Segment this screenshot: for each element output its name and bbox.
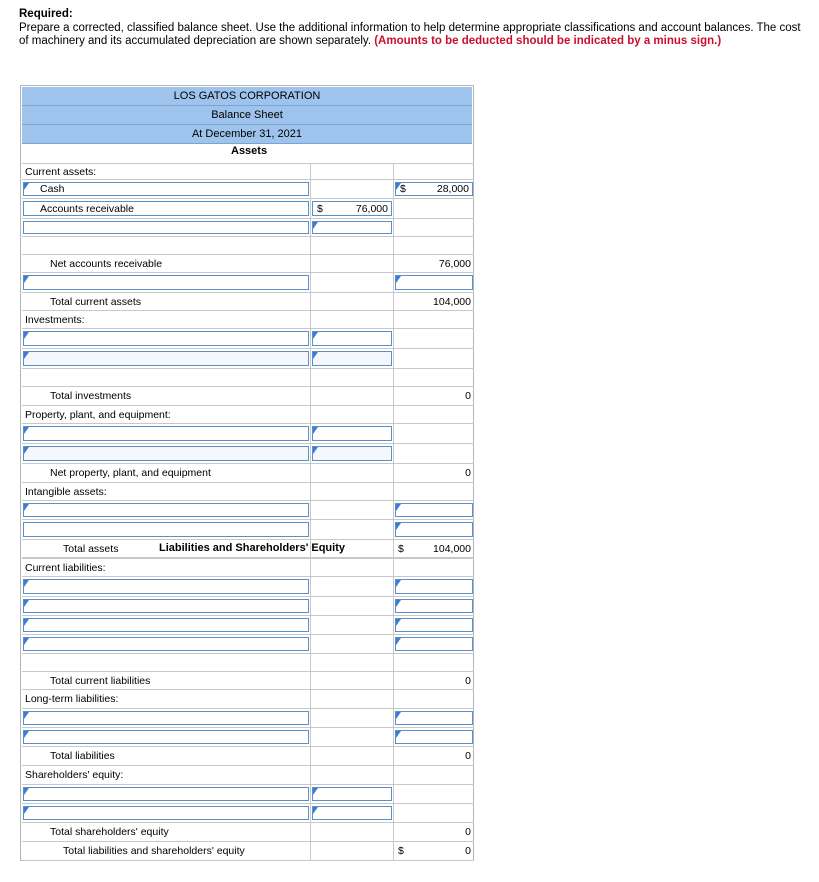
blank-row	[21, 369, 475, 387]
total-current-liabilities-total: 0	[465, 674, 471, 687]
input-flag-icon	[24, 619, 29, 626]
lt-liability-total-input-2[interactable]	[395, 730, 473, 744]
intangible-input-row	[21, 501, 475, 520]
intangible-label-input-2[interactable]	[23, 522, 309, 537]
ppe-amount-input-1[interactable]	[312, 426, 392, 441]
lt-liabilities-row	[21, 690, 475, 709]
required-heading: Required:	[19, 8, 73, 20]
input-flag-icon	[24, 276, 29, 283]
total-investments-total: 0	[465, 390, 471, 402]
input-flag-icon	[396, 712, 401, 719]
total-liabilities-equity-row	[21, 842, 475, 861]
shareholders-equity-label: Shareholders' equity:	[25, 769, 124, 781]
current-liability-label-input-1[interactable]	[23, 579, 309, 594]
net-ppe-label: Net property, plant, and equipment	[50, 467, 211, 479]
input-flag-icon	[396, 731, 401, 738]
investment-amount-input-2[interactable]	[312, 351, 392, 366]
cash-total: 28,000	[436, 183, 469, 195]
total-liabilities-equity-currency: $	[398, 845, 404, 857]
liabilities-equity-title: Liabilities and Shareholders' Equity	[159, 542, 345, 554]
current-liability-input-row	[21, 577, 475, 597]
input-flag-icon	[313, 807, 318, 814]
current-liability-total-input-4[interactable]	[395, 637, 473, 651]
ppe-input-row	[21, 444, 475, 464]
accounts-receivable-row	[21, 199, 475, 219]
equity-input-row	[21, 785, 475, 804]
input-flag-icon	[396, 276, 401, 283]
cash-label: Cash	[40, 183, 65, 195]
current-liabilities-row	[21, 558, 475, 577]
instructions	[19, 8, 809, 49]
input-flag-icon	[24, 504, 29, 511]
current-liability-input-row	[21, 616, 475, 635]
ar-amount-input[interactable]	[312, 201, 392, 216]
ar-deduction-label-input[interactable]	[23, 221, 309, 234]
statement-date: At December 31, 2021	[22, 125, 472, 144]
current-asset-total-input[interactable]	[395, 275, 473, 290]
input-flag-icon	[313, 352, 318, 359]
input-flag-icon	[396, 619, 401, 626]
equity-amount-input-1[interactable]	[312, 787, 392, 801]
equity-input-row	[21, 804, 475, 823]
net-ar-row	[21, 255, 475, 273]
investment-label-input-1[interactable]	[23, 331, 309, 346]
total-assets-label: Total assets	[63, 542, 119, 555]
cash-total-input[interactable]	[395, 182, 473, 196]
current-assets-label: Current assets:	[25, 165, 97, 178]
ppe-label: Property, plant, and equipment:	[25, 408, 171, 421]
ar-currency: $	[317, 202, 323, 215]
ar-label-input[interactable]	[23, 201, 309, 216]
cash-currency: $	[400, 183, 406, 195]
input-flag-icon	[24, 447, 29, 454]
total-current-assets-label: Total current assets	[50, 295, 142, 308]
lt-liability-input-row	[21, 709, 475, 728]
input-flag-icon	[24, 807, 29, 814]
total-assets-currency: $	[398, 542, 404, 555]
input-flag-icon	[24, 712, 29, 719]
input-flag-icon	[313, 788, 318, 795]
input-flag-icon	[396, 638, 401, 645]
lt-liabilities-label: Long-term liabilities:	[25, 693, 119, 705]
ppe-label-input-1[interactable]	[23, 426, 309, 441]
ppe-row	[21, 406, 475, 424]
shareholders-equity-row	[21, 766, 475, 785]
total-shareholders-equity-label: Total shareholders' equity	[50, 826, 169, 838]
assets-title: Assets	[231, 145, 268, 157]
current-liability-total-input-1[interactable]	[395, 579, 473, 594]
lt-liability-label-input-2[interactable]	[23, 730, 309, 744]
equity-label-input-1[interactable]	[23, 787, 309, 801]
current-asset-input-row	[21, 273, 475, 293]
minus-sign-note: (Amounts to be deducted should be indicated by a minus sign.)	[374, 35, 722, 47]
lt-liability-input-row	[21, 728, 475, 747]
input-flag-icon	[24, 731, 29, 738]
current-liabilities-label: Current liabilities:	[25, 561, 106, 574]
equity-amount-input-2[interactable]	[312, 806, 392, 820]
input-flag-icon	[24, 600, 29, 607]
total-liabilities-equity-label: Total liabilities and shareholders' equity	[63, 845, 245, 857]
equity-label-input-2[interactable]	[23, 806, 309, 820]
total-shareholders-equity-total: 0	[465, 826, 471, 838]
input-flag-icon	[24, 427, 29, 434]
ppe-amount-input-2[interactable]	[312, 446, 392, 461]
intangible-total-input-2[interactable]	[395, 522, 473, 537]
input-flag-icon	[396, 600, 401, 607]
ppe-input-row	[21, 424, 475, 444]
total-liabilities-row	[21, 747, 475, 766]
net-ar-total: 76,000	[438, 257, 471, 270]
total-current-assets-total: 104,000	[433, 295, 471, 308]
ar-amount: 76,000	[355, 202, 388, 215]
total-current-assets-row	[21, 293, 475, 311]
input-flag-icon	[24, 580, 29, 587]
cash-row	[21, 180, 475, 199]
net-ppe-total: 0	[465, 467, 471, 479]
company-name: LOS GATOS CORPORATION	[22, 87, 472, 106]
input-flag-icon	[396, 523, 401, 530]
total-shareholders-equity-row	[21, 823, 475, 842]
investment-input-row	[21, 349, 475, 369]
current-asset-label-input[interactable]	[23, 275, 309, 290]
net-ar-label: Net accounts receivable	[50, 257, 163, 270]
total-assets-total: 104,000	[433, 542, 471, 555]
current-liability-input-row	[21, 635, 475, 654]
ppe-label-input-2[interactable]	[23, 446, 309, 461]
input-flag-icon	[313, 427, 318, 434]
input-flag-icon	[24, 352, 29, 359]
blank-row	[21, 654, 475, 672]
blank-row	[21, 237, 475, 255]
investments-label: Investments:	[25, 313, 85, 326]
current-liability-total-input-3[interactable]	[395, 618, 473, 632]
current-liability-label-input-2[interactable]	[23, 599, 309, 613]
ar-deduction-amount-input[interactable]	[312, 221, 392, 234]
intangibles-row	[21, 483, 475, 501]
input-flag-icon	[396, 504, 401, 511]
investment-label-input-2[interactable]	[23, 351, 309, 366]
current-liability-total-input-2[interactable]	[395, 599, 473, 613]
investment-input-row	[21, 329, 475, 349]
intangible-label-input-1[interactable]	[23, 503, 309, 517]
net-ppe-row	[21, 464, 475, 483]
current-assets-row	[21, 163, 475, 180]
investment-amount-input-1[interactable]	[312, 331, 392, 346]
lt-liability-label-input-1[interactable]	[23, 711, 309, 725]
ar-deduction-row	[21, 219, 475, 237]
input-flag-icon	[313, 332, 318, 339]
input-flag-icon	[24, 638, 29, 645]
input-flag-icon	[396, 580, 401, 587]
investments-row	[21, 311, 475, 329]
current-liability-label-input-3[interactable]	[23, 618, 309, 632]
total-current-liabilities-row	[21, 672, 475, 690]
total-liabilities-equity-total: 0	[465, 845, 471, 857]
statement-title: Balance Sheet	[22, 106, 472, 125]
input-flag-icon	[24, 183, 29, 190]
total-current-liabilities-label: Total current liabilities	[50, 674, 151, 687]
cash-label-input[interactable]	[23, 182, 309, 196]
intangible-total-input-1[interactable]	[395, 503, 473, 517]
total-investments-row	[21, 387, 475, 406]
intangibles-label: Intangible assets:	[25, 485, 107, 498]
intangible-input-row	[21, 520, 475, 540]
ar-label: Accounts receivable	[40, 202, 134, 215]
total-liabilities-label: Total liabilities	[50, 750, 115, 762]
input-flag-icon	[24, 788, 29, 795]
input-flag-icon	[24, 332, 29, 339]
balance-sheet-form	[20, 85, 474, 861]
input-flag-icon	[313, 222, 318, 229]
total-investments-label: Total investments	[50, 390, 132, 402]
current-liability-input-row	[21, 597, 475, 616]
current-liability-label-input-4[interactable]	[23, 637, 309, 651]
lt-liability-total-input-1[interactable]	[395, 711, 473, 725]
total-liabilities-total: 0	[465, 750, 471, 762]
input-flag-icon	[313, 447, 318, 454]
instructions-text: Prepare a corrected, classified balance sheet. Use the additional information to help determine appropriate classifications and account balances. The cost of machinery and its accumulated depreciation are shown separately.	[19, 21, 801, 47]
